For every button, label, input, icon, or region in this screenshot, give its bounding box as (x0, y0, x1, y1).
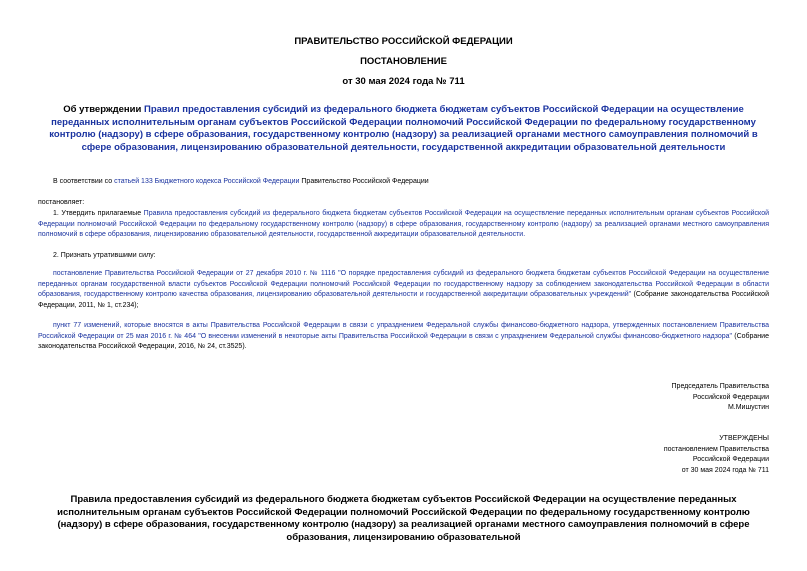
intro-prefix: В соответствии со (53, 178, 115, 185)
resolution-1116-link[interactable]: постановление Правительства Российской Федерации от 27 декабря 2010 г. № 1116 "О порядке предоставления субсидий из федерального бюджета бюджетам субъектов Российской Федерации на осуществление переданных органам государственной власти субъектов Российской Федерации полномочий Российской Федерации по государственному надзору за соблюдением законодательства Российской Федерации в области образования, государственному контролю качества образования, лицензированию образовательной деятельности и государственной аккредитации образовательных учреждений" (38, 270, 769, 298)
item-1-prefix: 1. Утвердить прилагаемые (53, 210, 144, 217)
approval-block (664, 434, 769, 476)
approval-label: УТВЕРЖДЕНЫ (719, 435, 769, 442)
intro-paragraph (38, 177, 769, 188)
item-1-paragraph (38, 209, 769, 241)
document-date-number: от 30 мая 2024 года № 711 (342, 76, 465, 87)
signature-country: Российской Федерации (692, 393, 769, 401)
intro-suffix: Правительство Российской Федерации (299, 178, 429, 185)
signature-name: М.Мишустин (727, 404, 769, 411)
budget-code-link[interactable]: статьей 133 Бюджетного кодекса Российской Федерации (114, 178, 300, 185)
item-2-paragraph: 2. Признать утратившими силу: (53, 252, 156, 259)
approval-country: Российской Федерации (692, 456, 769, 463)
signature-block (672, 382, 769, 414)
heading-rules-link[interactable]: Правил предоставления субсидий из федерального бюджета бюджетам субъектов Российской Федерации на осуществление переданных исполнительным органам субъектов Российской Федерации полномочий Российской Федерации по федеральному государственному контролю (надзору) в сфере образования, государственному контролю (надзору) за реализацией органами местного самоуправления полномочий в сфере образования, лицензированию образовательной деятельности, государственной аккредитации образовательной деятельности (49, 104, 758, 153)
government-title: ПРАВИТЕЛЬСТВО РОССИЙСКОЙ ФЕДЕРАЦИИ (294, 36, 513, 47)
rules-link[interactable]: Правила предоставления субсидий из федерального бюджета бюджетам субъектов Российской Федерации на осуществление переданных исполнительным органам субъектов Российской Федерации полномочий Российской Федерации по федеральному государственному контролю (надзору) в сфере образования, государственному контролю (надзору) за реализацией органами местного самоуправления полномочий в сфере образования, лицензированию образовательной деятельности, государственной аккредитации образовательной деятельности. (38, 210, 769, 238)
document-type: ПОСТАНОВЛЕНИЕ (360, 56, 447, 67)
rules-title: Правила предоставления субсидий из федерального бюджета бюджетам субъектов Российской Федерации на осуществление переданных исполнительным органам субъектов Российской Федерации полномочий Российской Федерации по федеральному государственному контролю (надзору) в сфере образования, государственному контролю (надзору) за реализацией органами местного самоуправления полномочий в сфере образования, лицензированию образовательной (57, 494, 750, 543)
repeal-2-paragraph (38, 321, 769, 353)
heading-prefix: Об утверждении (63, 104, 144, 115)
approval-date: от 30 мая 2024 года № 711 (681, 466, 769, 474)
resolution-464-link[interactable]: пункт 77 изменений, которые вносятся в акты Правительства Российской Федерации в связи с упразднением Федеральной службы финансово-бюджетного надзора, утвержденных постановлением Правительства Российской Федерации от 25 мая 2016 г. № 464 "О внесении изменений в некоторые акты Правительства Российской Федерации в связи с упразднением Федеральной службы финансово-бюджетного надзора" (38, 322, 769, 340)
approval-by: постановлением Правительства (663, 445, 769, 453)
document-heading (40, 104, 767, 154)
signature-position: Председатель Правительства (671, 383, 769, 390)
repeal-1-paragraph (38, 269, 769, 311)
repeal-1-suffix: (Собрание законодательства Российской Федерации, 2011, № 1, ст.234); (38, 291, 769, 309)
repeal-2-suffix: (Собрание законодательства Российской Федерации, 2016, № 24, ст.3525). (38, 332, 769, 350)
decides-text: постановляет: (38, 199, 85, 206)
